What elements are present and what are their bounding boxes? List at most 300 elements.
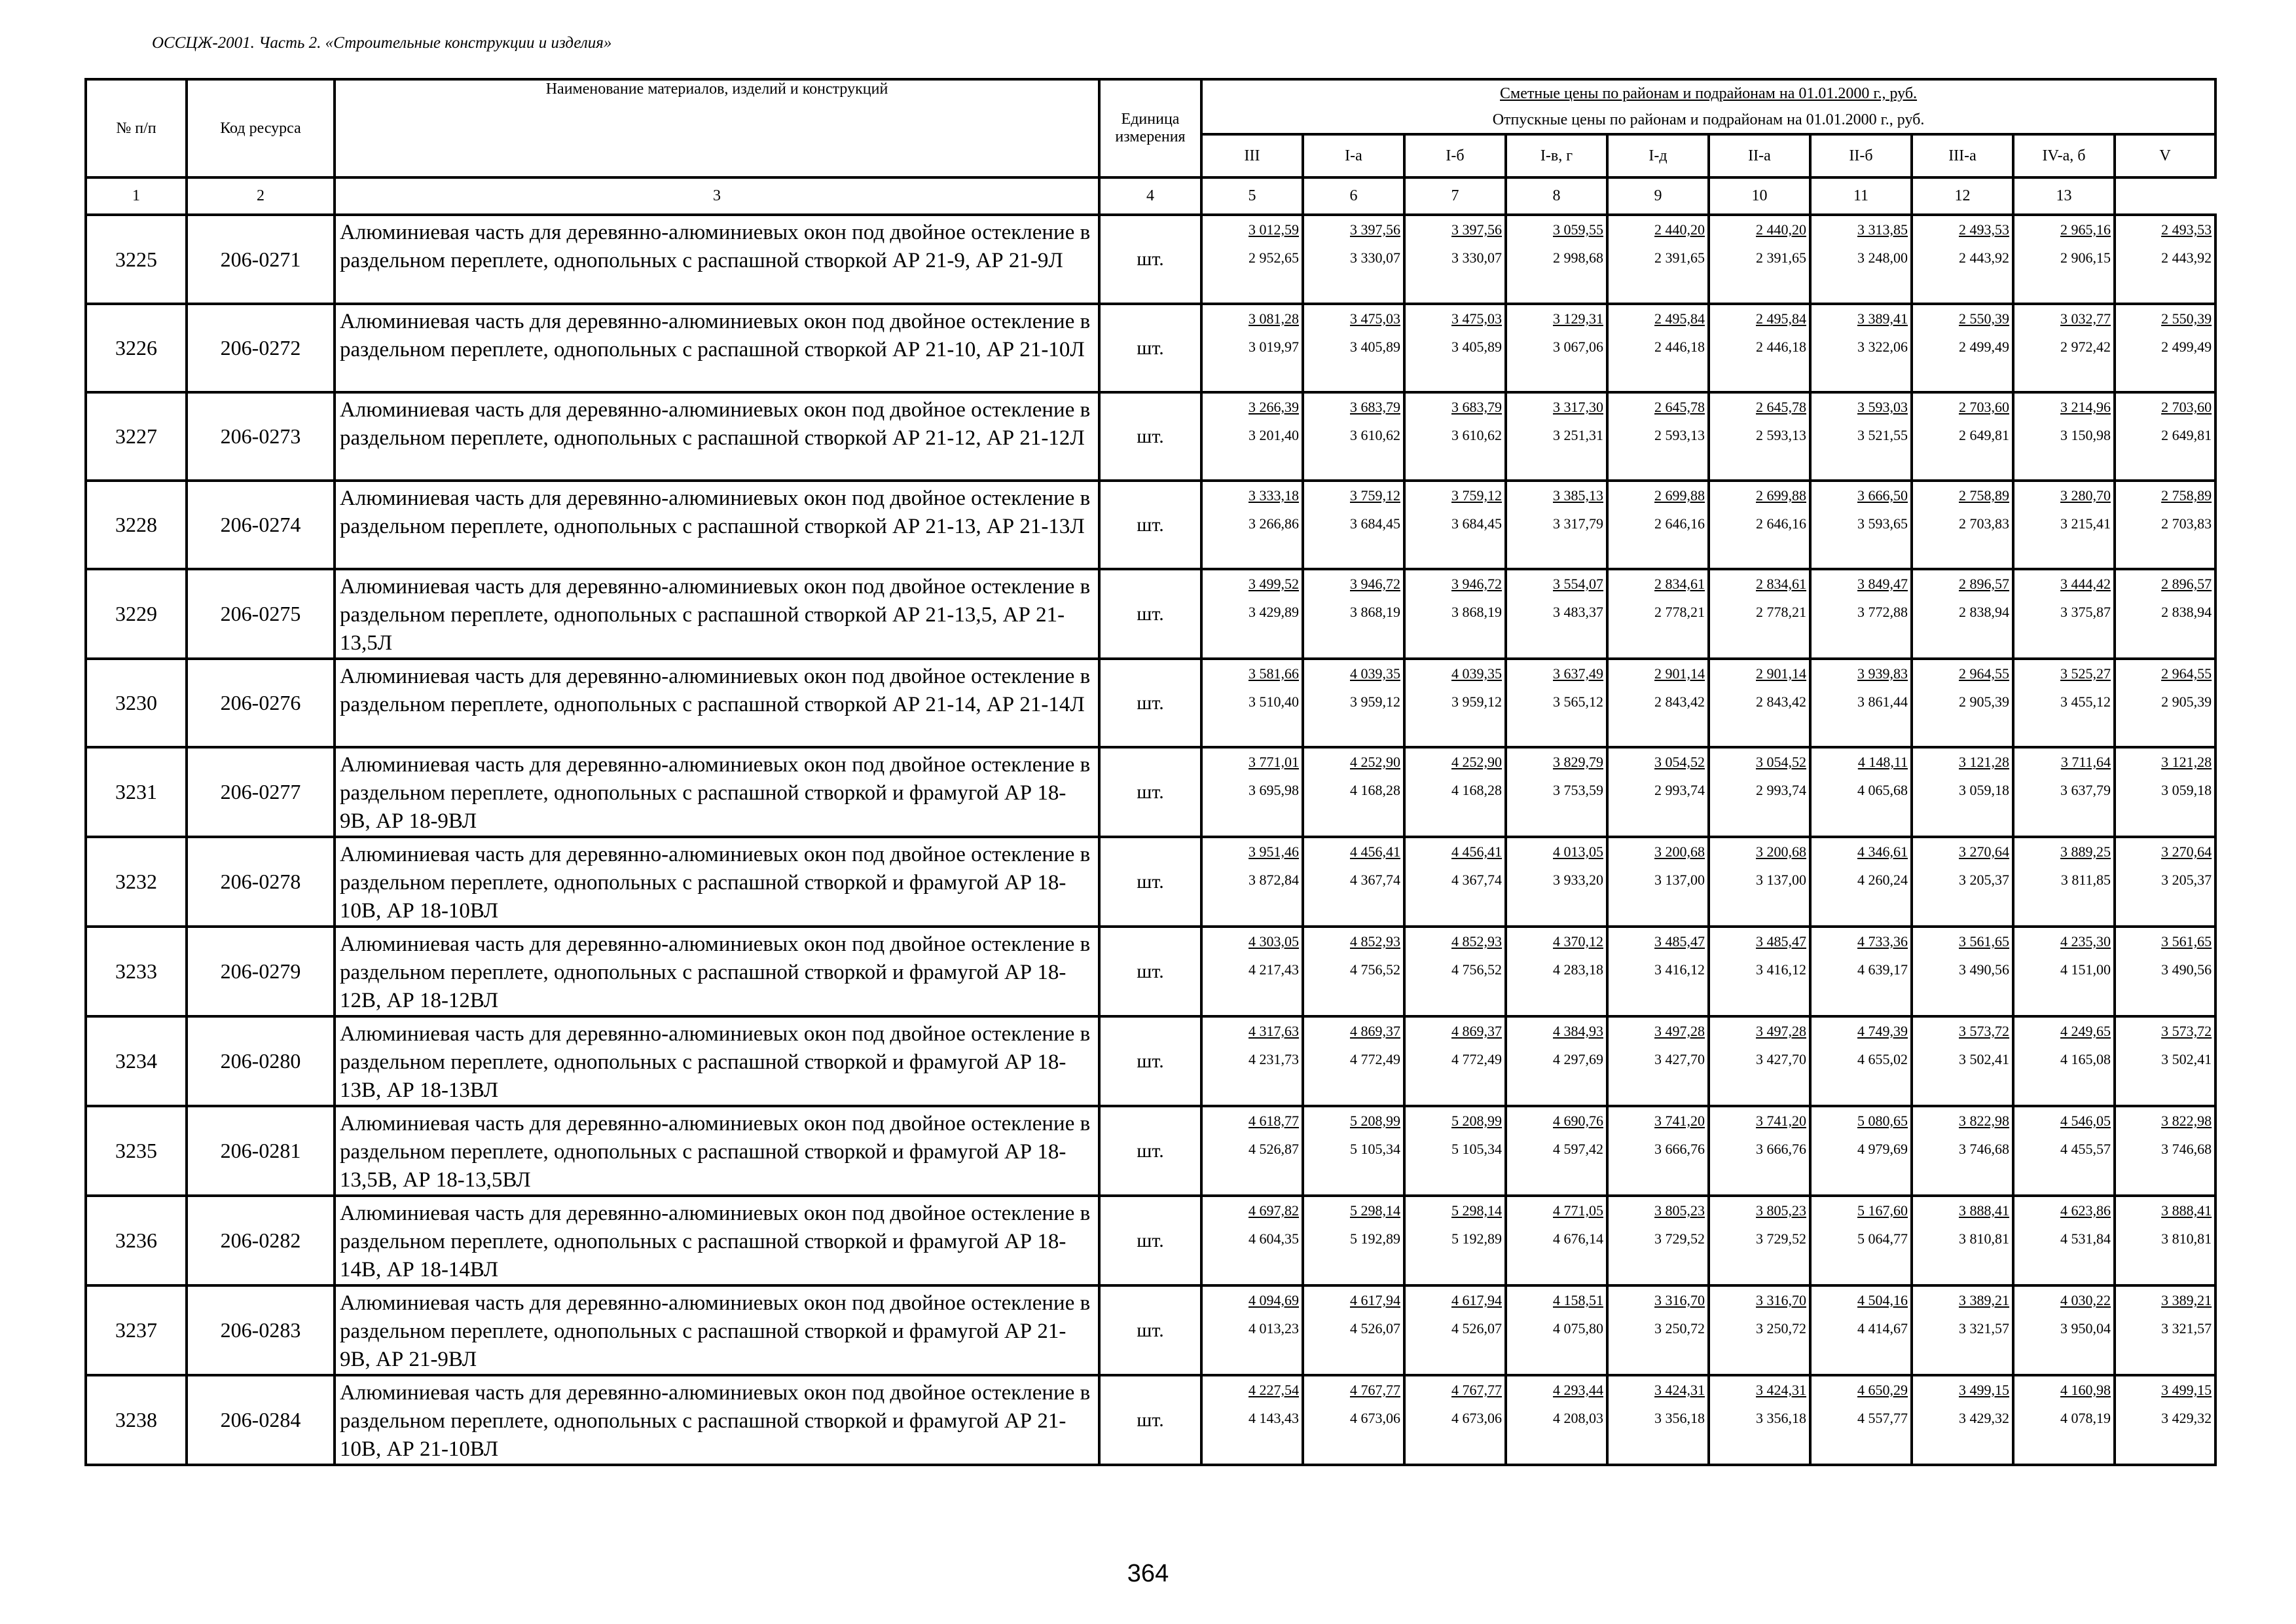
price-cell [1810,481,1912,569]
estimate-price: 2 901,14 [1756,665,1806,682]
column-number: 1 [86,177,187,215]
price-cell [1201,392,1303,481]
estimate-price: 3 059,55 [1553,221,1603,238]
estimate-price: 3 475,03 [1350,310,1400,327]
release-price: 3 872,84 [1248,872,1299,888]
item-name: Алюминиевая часть для деревянно-алюминиевых окон под двойное остекление в раздельном переплете, однопольных с распашной створкой АР 21-13, АР 21-13Л [335,481,1099,569]
table-row [86,1375,2215,1465]
release-price: 2 843,42 [1756,693,1806,710]
region-header: I-а [1303,134,1404,177]
estimate-price: 2 703,60 [2161,399,2212,415]
item-name: Алюминиевая часть для деревянно-алюминиевых окон под двойное остекление в раздельном переплете, однопольных с распашной створкой и фрамугой АР 18-9В, АР 18-9ВЛ [335,747,1099,837]
estimate-price: 4 235,30 [2060,933,2111,950]
estimate-price: 3 946,72 [1350,576,1400,592]
price-cell [1506,481,1607,569]
price-cell [1810,1285,1912,1375]
region-header: III-а [1912,134,2013,177]
estimate-price: 3 561,65 [1959,933,2009,950]
estimate-price: 3 497,28 [1756,1023,1806,1039]
price-cell [1506,747,1607,837]
estimate-price: 3 497,28 [1654,1023,1705,1039]
estimate-price: 3 711,64 [2060,754,2111,770]
release-price: 3 059,18 [1959,782,2009,798]
price-cell [1303,1106,1404,1196]
estimate-price: 3 054,52 [1756,754,1806,770]
estimate-price: 4 030,22 [2060,1292,2111,1308]
release-price: 3 375,87 [2060,604,2111,620]
row-number: 3235 [86,1106,187,1196]
release-price: 2 646,16 [1756,515,1806,532]
price-cell [1709,304,1810,392]
estimate-price: 4 690,76 [1553,1113,1603,1129]
price-cell [1303,481,1404,569]
price-cell [1506,1106,1607,1196]
price-cell [2013,569,2115,659]
estimate-price: 3 829,79 [1553,754,1603,770]
price-cell [2013,659,2115,747]
estimate-price: 2 758,89 [2161,487,2212,504]
release-price: 3 950,04 [2060,1320,2111,1337]
row-number: 3231 [86,747,187,837]
price-cell [1912,837,2013,927]
table-row [86,1196,2215,1285]
release-price: 2 446,18 [1654,339,1705,355]
header-unit: Единица измерения [1099,79,1201,177]
price-cell [1912,569,2013,659]
release-price: 4 526,07 [1451,1320,1502,1337]
price-cell [2115,392,2215,481]
unit: шт. [1099,1196,1201,1285]
resource-code: 206-0273 [187,392,335,481]
resource-code: 206-0277 [187,747,335,837]
release-price: 3 322,06 [1857,339,1908,355]
estimate-price: 4 160,98 [2060,1382,2111,1398]
release-price: 2 993,74 [1756,782,1806,798]
release-price: 3 356,18 [1654,1410,1705,1426]
estimate-price: 3 939,83 [1857,665,1908,682]
estimate-price: 3 771,01 [1248,754,1299,770]
estimate-price: 3 200,68 [1654,843,1705,860]
release-price: 3 610,62 [1451,427,1502,443]
release-price: 3 205,37 [2161,872,2212,888]
price-cell [1201,1016,1303,1106]
estimate-price: 3 317,30 [1553,399,1603,415]
price-cell [1404,215,1506,304]
price-cell [1607,1375,1709,1465]
release-price: 3 637,79 [2060,782,2111,798]
header-release-prices: Отпускные цены по районам и подрайонам на 01.01.2000 г., руб. [1492,111,1925,128]
price-cell [1404,837,1506,927]
price-cell [2115,659,2215,747]
price-cell [2115,1196,2215,1285]
price-cell [1709,659,1810,747]
estimate-price: 5 167,60 [1857,1202,1908,1219]
price-cell [2115,481,2215,569]
price-cell [1810,569,1912,659]
release-price: 4 676,14 [1553,1230,1603,1247]
unit: шт. [1099,1106,1201,1196]
price-cell [1709,1375,1810,1465]
price-cell [1506,215,1607,304]
estimate-price: 4 158,51 [1553,1292,1603,1308]
price-cell [1912,392,2013,481]
table-row [86,927,2215,1016]
price-cell [2013,1106,2115,1196]
unit: шт. [1099,392,1201,481]
item-name: Алюминиевая часть для деревянно-алюминиевых окон под двойное остекление в раздельном переплете, однопольных с распашной створкой АР 21-14, АР 21-14Л [335,659,1099,747]
price-cell [1303,1016,1404,1106]
price-cell [1810,1106,1912,1196]
estimate-price: 3 849,47 [1857,576,1908,592]
estimate-price: 3 554,07 [1553,576,1603,592]
estimate-price: 3 485,47 [1756,933,1806,950]
release-price: 3 067,06 [1553,339,1603,355]
item-name: Алюминиевая часть для деревянно-алюминиевых окон под двойное остекление в раздельном переплете, однопольных с распашной створкой и фрамугой АР 21-10В, АР 21-10ВЛ [335,1375,1099,1465]
header-prices [1201,79,2215,134]
price-cell [2013,215,2115,304]
price-cell [1912,1196,2013,1285]
price-cell [2115,304,2215,392]
region-header: II-а [1709,134,1810,177]
estimate-price: 4 148,11 [1857,754,1908,770]
column-number: 6 [1303,177,1404,215]
price-cell [2013,1285,2115,1375]
table-row [86,481,2215,569]
price-cell [1709,569,1810,659]
unit: шт. [1099,837,1201,927]
price-cell [1709,481,1810,569]
release-price: 3 490,56 [2161,961,2212,978]
price-cell [1912,659,2013,747]
estimate-price: 4 869,37 [1350,1023,1400,1039]
item-name: Алюминиевая часть для деревянно-алюминиевых окон под двойное остекление в раздельном переплете, однопольных с распашной створкой и фрамугой АР 18-14В, АР 18-14ВЛ [335,1196,1099,1285]
release-price: 3 959,12 [1451,693,1502,710]
release-price: 2 778,21 [1654,604,1705,620]
release-price: 2 843,42 [1654,693,1705,710]
estimate-price: 3 805,23 [1654,1202,1705,1219]
release-price: 3 429,89 [1248,604,1299,620]
estimate-price: 4 733,36 [1857,933,1908,950]
price-cell [1912,1285,2013,1375]
unit: шт. [1099,1285,1201,1375]
release-price: 2 391,65 [1654,249,1705,266]
estimate-price: 3 385,13 [1553,487,1603,504]
release-price: 3 137,00 [1756,872,1806,888]
estimate-price: 3 270,64 [2161,843,2212,860]
price-cell [1912,304,2013,392]
estimate-price: 4 650,29 [1857,1382,1908,1398]
release-price: 2 391,65 [1756,249,1806,266]
release-price: 4 013,23 [1248,1320,1299,1337]
price-cell [1912,215,2013,304]
column-number: 13 [2013,177,2115,215]
release-price: 2 838,94 [2161,604,2212,620]
row-number: 3229 [86,569,187,659]
table-row [86,569,2215,659]
price-cell [2115,1375,2215,1465]
release-price: 3 861,44 [1857,693,1908,710]
estimate-price: 3 475,03 [1451,310,1502,327]
release-price: 2 446,18 [1756,339,1806,355]
table-body [86,215,2215,1465]
estimate-price: 3 129,31 [1553,310,1603,327]
estimate-price: 4 617,94 [1350,1292,1400,1308]
estimate-price: 2 440,20 [1756,221,1806,238]
estimate-price: 2 550,39 [2161,310,2212,327]
release-price: 2 443,92 [2161,249,2212,266]
release-price: 3 810,81 [2161,1230,2212,1247]
price-cell [1607,927,1709,1016]
unit: шт. [1099,304,1201,392]
estimate-price: 4 749,39 [1857,1023,1908,1039]
release-price: 3 427,70 [1654,1051,1705,1067]
release-price: 4 772,49 [1451,1051,1502,1067]
price-cell [2013,481,2115,569]
release-price: 2 443,92 [1959,249,2009,266]
item-name: Алюминиевая часть для деревянно-алюминиевых окон под двойное остекление в раздельном переплете, однопольных с распашной створкой и фрамугой АР 18-13,5В, АР 18-13,5ВЛ [335,1106,1099,1196]
price-cell [1303,215,1404,304]
price-cell [1506,1375,1607,1465]
price-cell [2115,215,2215,304]
estimate-price: 3 561,65 [2161,933,2212,950]
item-name: Алюминиевая часть для деревянно-алюминиевых окон под двойное остекление в раздельном переплете, однопольных с распашной створкой АР 21-9, АР 21-9Л [335,215,1099,304]
estimate-price: 2 495,84 [1654,310,1705,327]
estimate-price: 5 298,14 [1451,1202,1502,1219]
item-name: Алюминиевая часть для деревянно-алюминиевых окон под двойное остекление в раздельном переплете, однопольных с распашной створкой и фрамугой АР 18-10В, АР 18-10ВЛ [335,837,1099,927]
release-price: 3 248,00 [1857,249,1908,266]
release-price: 3 330,07 [1350,249,1400,266]
estimate-price: 3 121,28 [1959,754,2009,770]
price-cell [1912,747,2013,837]
estimate-price: 4 252,90 [1451,754,1502,770]
estimate-price: 3 389,21 [2161,1292,2212,1308]
release-price: 3 729,52 [1756,1230,1806,1247]
release-price: 3 521,55 [1857,427,1908,443]
estimate-price: 4 617,94 [1451,1292,1502,1308]
price-cell [1201,1375,1303,1465]
release-price: 3 753,59 [1553,782,1603,798]
estimate-price: 4 504,16 [1857,1292,1908,1308]
release-price: 3 429,32 [2161,1410,2212,1426]
resource-code: 206-0275 [187,569,335,659]
column-number: 12 [1912,177,2013,215]
release-price: 4 208,03 [1553,1410,1603,1426]
release-price: 2 905,39 [1959,693,2009,710]
unit: шт. [1099,659,1201,747]
price-cell [1404,1016,1506,1106]
price-cell [2115,837,2215,927]
resource-code: 206-0283 [187,1285,335,1375]
price-cell [1201,481,1303,569]
estimate-price: 4 039,35 [1350,665,1400,682]
estimate-price: 4 546,05 [2060,1113,2111,1129]
price-cell [1303,837,1404,927]
estimate-price: 3 266,39 [1248,399,1299,415]
price-cell [2013,1375,2115,1465]
release-price: 2 649,81 [2161,427,2212,443]
price-cell [1607,215,1709,304]
header-row [86,79,2215,134]
release-price: 3 490,56 [1959,961,2009,978]
unit: шт. [1099,215,1201,304]
price-cell [1709,747,1810,837]
estimate-price: 3 499,15 [2161,1382,2212,1398]
estimate-price: 3 214,96 [2060,399,2111,415]
release-price: 3 266,86 [1248,515,1299,532]
estimate-price: 2 440,20 [1654,221,1705,238]
table-row [86,747,2215,837]
estimate-price: 4 039,35 [1451,665,1502,682]
price-cell [1303,1196,1404,1285]
estimate-price: 2 703,60 [1959,399,2009,415]
release-price: 4 065,68 [1857,782,1908,798]
estimate-price: 4 869,37 [1451,1023,1502,1039]
release-price: 3 746,68 [1959,1141,2009,1157]
release-price: 3 405,89 [1350,339,1400,355]
estimate-price: 4 013,05 [1553,843,1603,860]
row-number: 3230 [86,659,187,747]
price-cell [1810,747,1912,837]
column-number: 2 [187,177,335,215]
table-row [86,215,2215,304]
release-price: 2 952,65 [1248,249,1299,266]
estimate-price: 5 298,14 [1350,1202,1400,1219]
estimate-price: 3 424,31 [1654,1382,1705,1398]
release-price: 3 250,72 [1654,1320,1705,1337]
release-price: 4 168,28 [1350,782,1400,798]
estimate-price: 4 623,86 [2060,1202,2111,1219]
estimate-price: 2 645,78 [1654,399,1705,415]
unit: шт. [1099,927,1201,1016]
price-cell [1506,659,1607,747]
estimate-price: 4 618,77 [1248,1113,1299,1129]
release-price: 3 684,45 [1451,515,1502,532]
price-cell [2115,1016,2215,1106]
row-number: 3225 [86,215,187,304]
price-cell [2115,1285,2215,1375]
unit: шт. [1099,569,1201,659]
estimate-price: 3 666,50 [1857,487,1908,504]
release-price: 3 810,81 [1959,1230,2009,1247]
release-price: 5 105,34 [1451,1141,1502,1157]
estimate-price: 3 581,66 [1248,665,1299,682]
table-row [86,1016,2215,1106]
column-number: 9 [1607,177,1709,215]
release-price: 3 746,68 [2161,1141,2212,1157]
price-cell [1607,837,1709,927]
release-price: 3 201,40 [1248,427,1299,443]
release-price: 4 655,02 [1857,1051,1908,1067]
price-cell [1810,392,1912,481]
price-cell [1607,304,1709,392]
release-price: 2 649,81 [1959,427,2009,443]
price-cell [1607,1196,1709,1285]
estimate-price: 3 822,98 [2161,1113,2212,1129]
release-price: 3 502,41 [2161,1051,2212,1067]
price-cell [1303,304,1404,392]
estimate-price: 2 834,61 [1756,576,1806,592]
release-price: 2 906,15 [2060,249,2111,266]
estimate-price: 2 493,53 [1959,221,2009,238]
price-cell [2013,304,2115,392]
release-price: 5 105,34 [1350,1141,1400,1157]
row-number: 3238 [86,1375,187,1465]
price-cell [1607,1285,1709,1375]
price-cell [2115,927,2215,1016]
price-cell [1810,1375,1912,1465]
release-price: 3 666,76 [1654,1141,1705,1157]
header-name: Наименование материалов, изделий и конструкций [335,79,1099,177]
estimate-price: 3 389,41 [1857,310,1908,327]
estimate-price: 3 389,21 [1959,1292,2009,1308]
release-price: 4 531,84 [2060,1230,2111,1247]
price-cell [1709,927,1810,1016]
price-cell [2013,392,2115,481]
estimate-price: 2 495,84 [1756,310,1806,327]
price-cell [1709,1196,1810,1285]
estimate-price: 3 397,56 [1350,221,1400,238]
item-name: Алюминиевая часть для деревянно-алюминиевых окон под двойное остекление в раздельном переплете, однопольных с распашной створкой АР 21-13,5, АР 21-13,5Л [335,569,1099,659]
release-price: 5 064,77 [1857,1230,1908,1247]
price-cell [1404,1285,1506,1375]
estimate-price: 3 593,03 [1857,399,1908,415]
release-price: 4 075,80 [1553,1320,1603,1337]
estimate-price: 2 699,88 [1654,487,1705,504]
estimate-price: 3 054,52 [1654,754,1705,770]
estimate-price: 4 346,61 [1857,843,1908,860]
release-price: 3 405,89 [1451,339,1502,355]
price-cell [1404,392,1506,481]
release-price: 3 502,41 [1959,1051,2009,1067]
running-header: ОССЦЖ-2001. Часть 2. «Строительные конструкции и изделия» [152,34,612,52]
estimate-price: 4 249,65 [2060,1023,2111,1039]
release-price: 3 317,79 [1553,515,1603,532]
release-price: 3 321,57 [1959,1320,2009,1337]
row-number: 3226 [86,304,187,392]
release-price: 2 993,74 [1654,782,1705,798]
resource-code: 206-0281 [187,1106,335,1196]
estimate-price: 4 094,69 [1248,1292,1299,1308]
release-price: 4 455,57 [2060,1141,2111,1157]
estimate-price: 4 852,93 [1350,933,1400,950]
price-cell [1912,927,2013,1016]
price-cell [1201,569,1303,659]
column-number: 8 [1506,177,1607,215]
release-price: 4 217,43 [1248,961,1299,978]
table-row [86,659,2215,747]
price-cell [1607,747,1709,837]
estimate-price: 2 645,78 [1756,399,1806,415]
release-price: 2 499,49 [1959,339,2009,355]
column-number: 5 [1201,177,1303,215]
estimate-price: 3 741,20 [1654,1113,1705,1129]
header-estimate-prices: Сметные цены по районам и подрайонам на 01.01.2000 г., руб. [1500,85,1918,102]
release-price: 3 455,12 [2060,693,2111,710]
estimate-price: 4 293,44 [1553,1382,1603,1398]
release-price: 2 703,83 [2161,515,2212,532]
release-price: 4 673,06 [1451,1410,1502,1426]
release-price: 4 756,52 [1350,961,1400,978]
estimate-price: 3 397,56 [1451,221,1502,238]
release-price: 4 151,00 [2060,961,2111,978]
release-price: 2 778,21 [1756,604,1806,620]
release-price: 3 959,12 [1350,693,1400,710]
estimate-price: 3 444,42 [2060,576,2111,592]
estimate-price: 3 759,12 [1451,487,1502,504]
resource-code: 206-0278 [187,837,335,927]
estimate-price: 2 896,57 [1959,576,2009,592]
release-price: 3 510,40 [1248,693,1299,710]
